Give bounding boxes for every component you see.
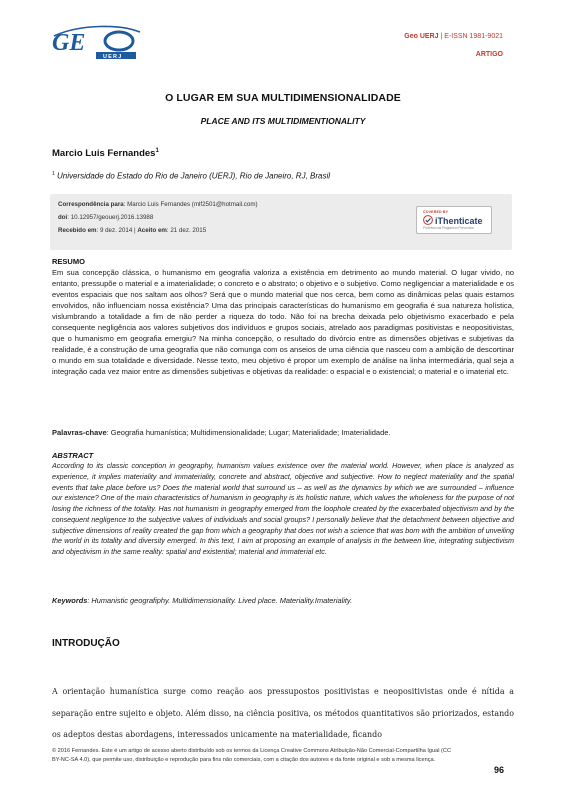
- ithenticate-check-icon: [423, 215, 433, 225]
- intro-heading: INTRODUÇÃO: [52, 638, 120, 649]
- svg-text:UERJ: UERJ: [103, 54, 123, 60]
- author-affiliation: $^1$ Universidade do Estado do Rio de Janeiro (UERJ), Rio de Janeiro, RJ, Brasil: [52, 171, 331, 181]
- geo-uerj-logo: [50, 22, 142, 62]
- article-title: O LUGAR EM SUA MULTIDIMENSIONALIDADE: [165, 92, 401, 104]
- license-footer: © 2016 Fernandes. Este é um artigo de acesso aberto distribuído sob os termos da Licença Creative Commons Atribuição-Não Comercial-Compartilha Igual (CC BY-NC-SA 4.0), que permite uso, distribuição e reprodução para fins não comerciais, com a citação dos autores e da fonte original e sob a mesma licença.: [52, 748, 451, 763]
- resumo-heading: RESUMO: [52, 257, 85, 266]
- article-subtitle: PLACE AND ITS MULTIDIMENTIONALITY: [200, 116, 366, 126]
- abstract-heading: ABSTRACT: [52, 451, 94, 460]
- doi-line: doi: 10.12957/geouerj.2016.13988: [58, 214, 154, 221]
- author-footnote-marker: 1: [155, 148, 159, 154]
- dates-line: Recebido em: 9 dez. 2014 | Aceito em: 21 dez. 2015: [58, 227, 207, 234]
- abstract-text: According to its classic conception in geography, humanism values existence over the material world. However, when place is analyzed as experience, it implies materiality and immateriality, concrete and abstract, objective and subjective. How to neglect materiality and the spatial events that take place before us? Does the material world that surround us – as well as the dynamics by which we are surrounded – influence our existence? One of the main characteristics of humanism in geography is its holistic nature, which values the wholeness for the purpose of not losing the richness of the totality. Has not humanism in geography emerged from the loophole created by the exacerbated objectivism and by the consequent negligence to the subjective values of individuals and social groups? I personally believe that the detachment between objective and subjective dimensions of reality created the gap from which a geography that does not wish a science that was born with the ambition of unveiling the world in its totality and diversity emerged. In this text, I aim at proposing an example of analysis in the between line, integrating subjectivism and objectivism in the same reality: spatial and existential; material and immaterial etc.: [52, 461, 514, 556]
- palavras-chave: Palavras-chave: Geografia humanística; Multidimensionalidade; Lugar; Materialidade; Imaterialidade.: [52, 428, 391, 437]
- journal-issn-line: Geo UERJ | E-ISSN 1981-9021: [404, 33, 503, 40]
- keywords-en: Keywords: Humanistic geografiphy. Multidimensionality. Lived place. Materiality.Imateriality.: [52, 596, 353, 605]
- journal-name: Geo UERJ: [404, 33, 439, 40]
- resumo-text: Em sua concepção clássica, o humanismo em geografia valoriza a existência em detrimento ao mundo material. O lugar vivido, no entanto, pressupõe o material e a imaterialidade; o concreto e o abstrato; o objetivo e o subjetivo. Como negligenciar a materialidade e os eventos espaciais que nos saltam aos olhos? Será que o mundo material que nos cerca, bem como as dinâmicas pelas quais estamos envolvidos, não influenciam nossa existência? Uma das principais características do humanismo em geografia é sua natureza holística, vislumbrando a totalidade a fim de não perder a riqueza do todo. Não foi na brecha deixada pelo objetivismo exacerbado e pela consequente negligência aos valores subjetivos dos indivíduos e grupos sociais, atrelado aos paradigmas positivistas e neopositivistas, que o humanismo em geografia emergiu? Na minha concepção, o resultado do divórcio entre as dimensões objetivas e subjetivas da realidade, é a construção de uma geografia que não comunga com os anseios de uma ciência que nasceu com a ambição de descortinar o mundo em sua totalidade e diversidade. Nesse texto, meu objetivo é propor um exemplo de análise na linha intermediária, qual seja a integração cada vez maior entre as dimensões subjetivas e objetivas da realidade: o espacial e o existencial; o material e o imaterial etc.: [52, 268, 514, 377]
- intro-text: A orientação humanística surge como reação aos pressupostos positivistas e neopositivistas onde é nítida a separação entre sujeito e objeto. Além disso, na ciência positiva, os métodos quantitativos são priorizados, estando os adeptos destas abordagens, interessados unicamente na materialidade, ficando: [52, 687, 514, 739]
- page-number: 96: [493, 765, 504, 775]
- svg-text:GE: GE: [52, 30, 86, 56]
- article-section: ARTIGO: [475, 51, 503, 58]
- journal-header: [404, 31, 503, 61]
- correspondence-box: [50, 194, 512, 250]
- author-name: Marcio Luis Fernandes$^1$: [52, 148, 159, 160]
- doi-link[interactable]: : 10.12957/geouerj.2016.13988: [67, 214, 154, 221]
- correspondence-email[interactable]: : Marcio Luis Fernandes (mlf2501@hotmail.com): [123, 201, 258, 208]
- correspondence-line: Correspondência para: Marcio Luis Fernandes (mlf2501@hotmail.com): [58, 201, 258, 208]
- journal-issn: E-ISSN 1981-9021: [444, 33, 503, 40]
- ithenticate-badge[interactable]: COVERED BY iThenticate Professional Plagiarism Prevention: [416, 206, 492, 234]
